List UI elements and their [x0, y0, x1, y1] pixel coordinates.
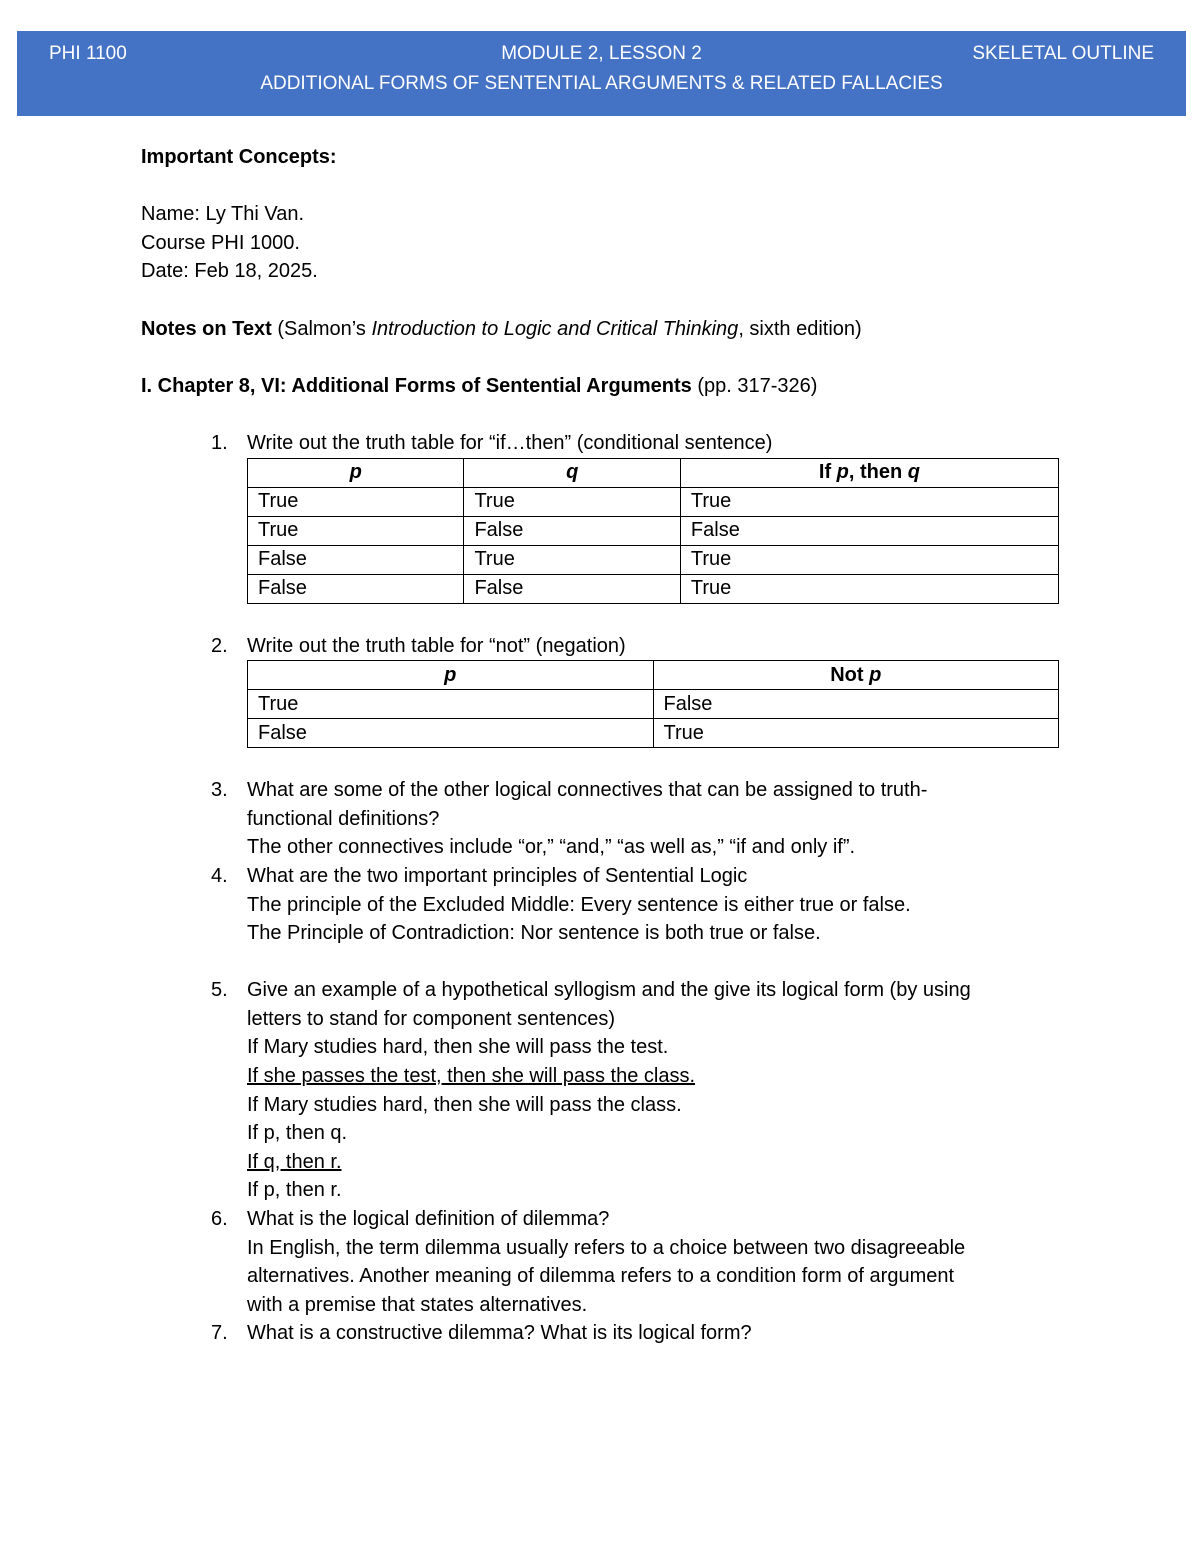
- question-1-text: Write out the truth table for “if…then” (conditional sentence): [247, 431, 773, 454]
- negation-truth-table: [247, 660, 1059, 748]
- table-header: q: [464, 458, 680, 487]
- table-header: If p, then q: [680, 458, 1058, 487]
- question-1: 1. Write out the truth table for “if…then” (conditional sentence): [141, 429, 1071, 458]
- conditional-truth-table: [247, 458, 1059, 604]
- answer-4a: The principle of the Excluded Middle: Every sentence is either true or false.: [247, 893, 911, 916]
- answer-4b: The Principle of Contradiction: Nor sentence is both true or false.: [247, 922, 821, 945]
- table-row: False False True: [248, 574, 1059, 603]
- module-lesson: MODULE 2, LESSON 2: [501, 43, 702, 64]
- document-header: [17, 31, 1186, 116]
- student-date: Date: Feb 18, 2025.: [141, 260, 318, 283]
- question-3: 3. What are some of the other logical connectives that can be assigned to truth- functional definitions? The other connectives include “or,” “and,” “as well as,” “if and only if”.: [141, 776, 1071, 862]
- question-6: 6. What is the logical definition of dilemma? In English, the term dilemma usually refers to a choice between two disagreeable alternatives. Another meaning of dilemma refers to a condition form of argument with a premise that states alternatives.: [211, 1208, 966, 1316]
- answer-3: The other connectives include “or,” “and,” “as well as,” “if and only if”.: [247, 836, 856, 859]
- question-7: 7. What is a constructive dilemma? What is its logical form?: [211, 1322, 752, 1345]
- table-row: False True: [248, 719, 1059, 748]
- question-5: 5. Give an example of a hypothetical syllogism and the give its logical form (by using letters to stand for component sentences) If Mary studies hard, then she will pass the test. If she passes the test, then she will pass the class. If Mary studies hard, then she will pass the class. If p, then q. If q, then r. If p, then r.: [211, 979, 971, 1202]
- table-row: False True True: [248, 545, 1059, 574]
- concepts-heading: Important Concepts:: [141, 146, 337, 168]
- question-2: 2. Write out the truth table for “not” (negation): [141, 632, 1071, 661]
- course-code: PHI 1100: [49, 43, 127, 64]
- question-4: 4. What are the two important principles of Sentential Logic The principle of the Excluded Middle: Every sentence is either true or false. The Principle of Contradiction: Nor sentence is both true or false.: [141, 862, 1071, 948]
- table-header: p: [248, 661, 654, 690]
- table-row: True False: [248, 690, 1059, 719]
- notes-on-text: Notes on Text (Salmon’s Introduction to Logic and Critical Thinking, sixth edition): [141, 317, 862, 340]
- question-2-text: Write out the truth table for “not” (negation): [247, 634, 626, 657]
- student-name: Name: Ly Thi Van.: [141, 203, 305, 226]
- student-course: Course PHI 1000.: [141, 231, 300, 254]
- table-header: Not p: [653, 661, 1059, 690]
- document-body: [141, 143, 1071, 1348]
- outline-label: SKELETAL OUTLINE: [972, 43, 1154, 64]
- table-row: True True True: [248, 487, 1059, 516]
- table-header: p: [248, 458, 464, 487]
- table-row: True False False: [248, 516, 1059, 545]
- section-heading: I. Chapter 8, VI: Additional Forms of Sentential Arguments (pp. 317-326): [141, 374, 818, 397]
- document-subtitle: ADDITIONAL FORMS OF SENTENTIAL ARGUMENTS & RELATED FALLACIES: [260, 73, 943, 94]
